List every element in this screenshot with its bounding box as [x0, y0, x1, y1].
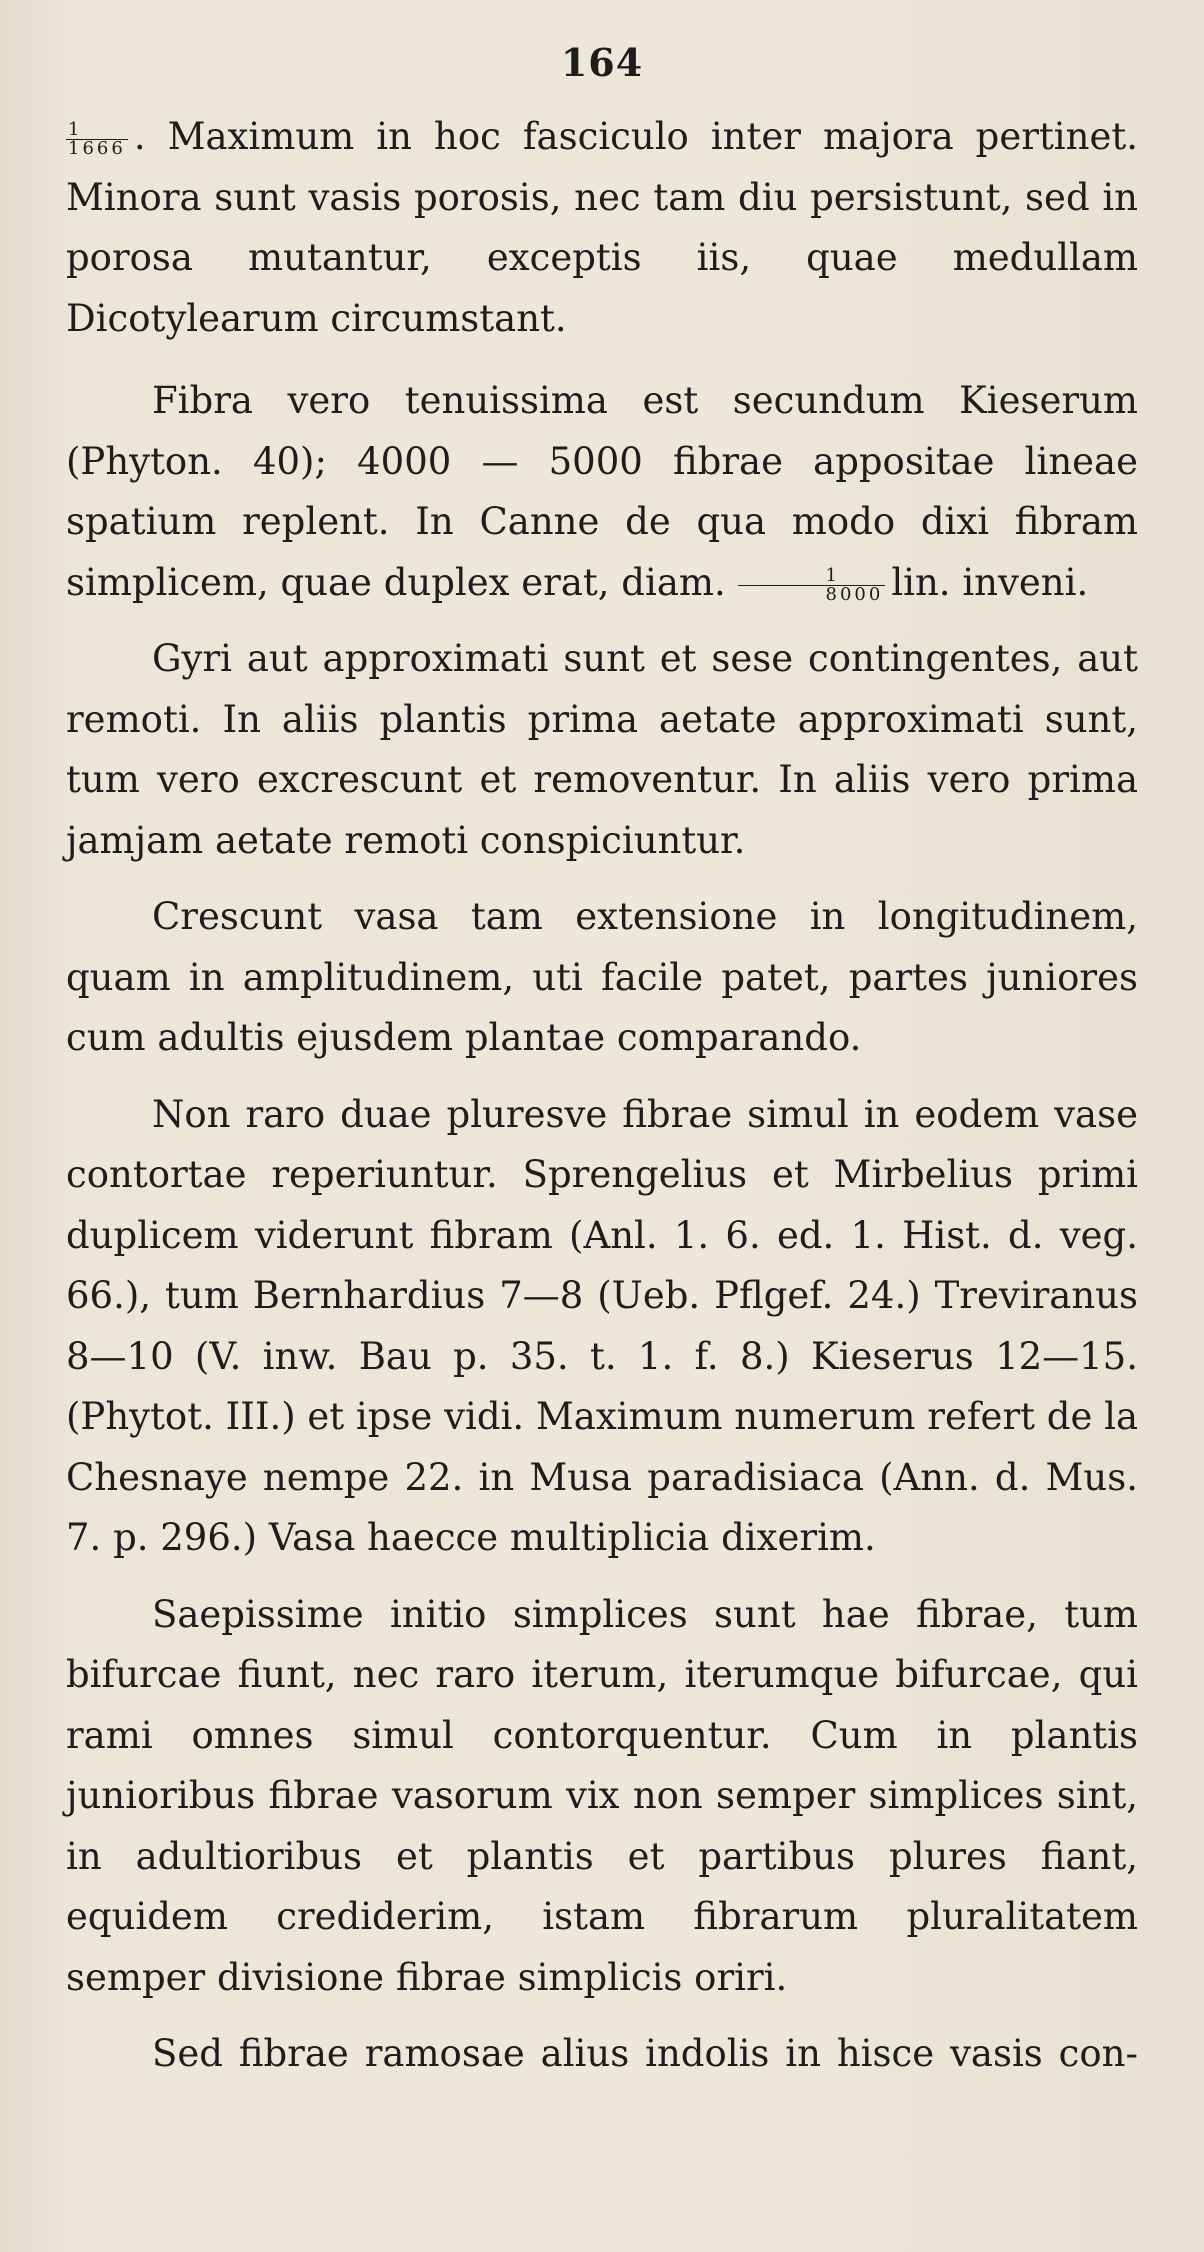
body-text	[66, 107, 1138, 2085]
paragraph-2	[66, 371, 1138, 613]
fraction-1666: $\frac{1}{1666}$	[68, 119, 126, 159]
paragraph-1-text: . Maximum in hoc fasciculo inter majora pertinet. Minora sunt vasis porosis, nec tam diu persistunt, sed in porosa mutantur, exceptis iis, quae medullam Dicotylearum circumstant.	[66, 115, 1138, 340]
fraction-8000: $\frac{1}{8000}$	[738, 567, 886, 604]
paragraph-6: Saepissime initio simplices sunt hae fibrae, tum bifurcae fiunt, nec raro iterum, iterumque bifurcae, qui rami omnes simul contorquentur. Cum in plantis junioribus fibrae vasorum vix non semper simplices sint, in adultioribus et plantis et partibus plures fiant, equidem crediderim, istam fibrarum pluralitatem semper divisione fibrae simplicis oriri.	[66, 1592, 1138, 1999]
paragraph-4: Crescunt vasa tam extensione in longitudinem, quam in amplitudinem, uti facile patet, partes juniores cum adultis ejusdem plantae comparando.	[66, 895, 1138, 1059]
paragraph-2-text-after: lin. inveni.	[891, 560, 1089, 604]
paragraph-5: Non raro duae pluresve fibrae simul in eodem vase contortae reperiuntur. Sprengelius et Mirbelius primi duplicem viderunt fibram (Anl. 1. 6. ed. 1. Hist. d. veg. 66.), tum Bernhardius 7—8 (Ueb. Pflgef. 24.) Treviranus 8—10 (V. inw. Bau p. 35. t. 1. f. 8.) Kieserus 12—15. (Phytot. III.) et ipse vidi. Maximum numerum refert de la Chesnaye nempe 22. in Musa paradisiaca (Ann. d. Mus. 7. p. 296.) Vasa haecce multiplicia dixerim.	[66, 1092, 1139, 1559]
paragraph-2-text-before: Fibra vero tenuissima est secundum Kieserum (Phyton. 40); 4000 — 5000 fibrae appositae lineae spatium replent. In Canne de qua modo dixi fibram simplicem, quae duplex erat, diam.	[66, 379, 1138, 604]
paragraph-3: Gyri aut approximati sunt et sese contingentes, aut remoti. In aliis plantis prima aetate approximati sunt, tum vero excrescunt et removentur. In aliis vero prima jamjam aetate remoti conspiciuntur.	[66, 637, 1138, 862]
paragraph-1	[66, 107, 1138, 349]
page-number: 164	[560, 40, 644, 85]
paragraph-7: Sed fibrae ramosae alius indolis in hisce vasis con-	[152, 2032, 1138, 2075]
